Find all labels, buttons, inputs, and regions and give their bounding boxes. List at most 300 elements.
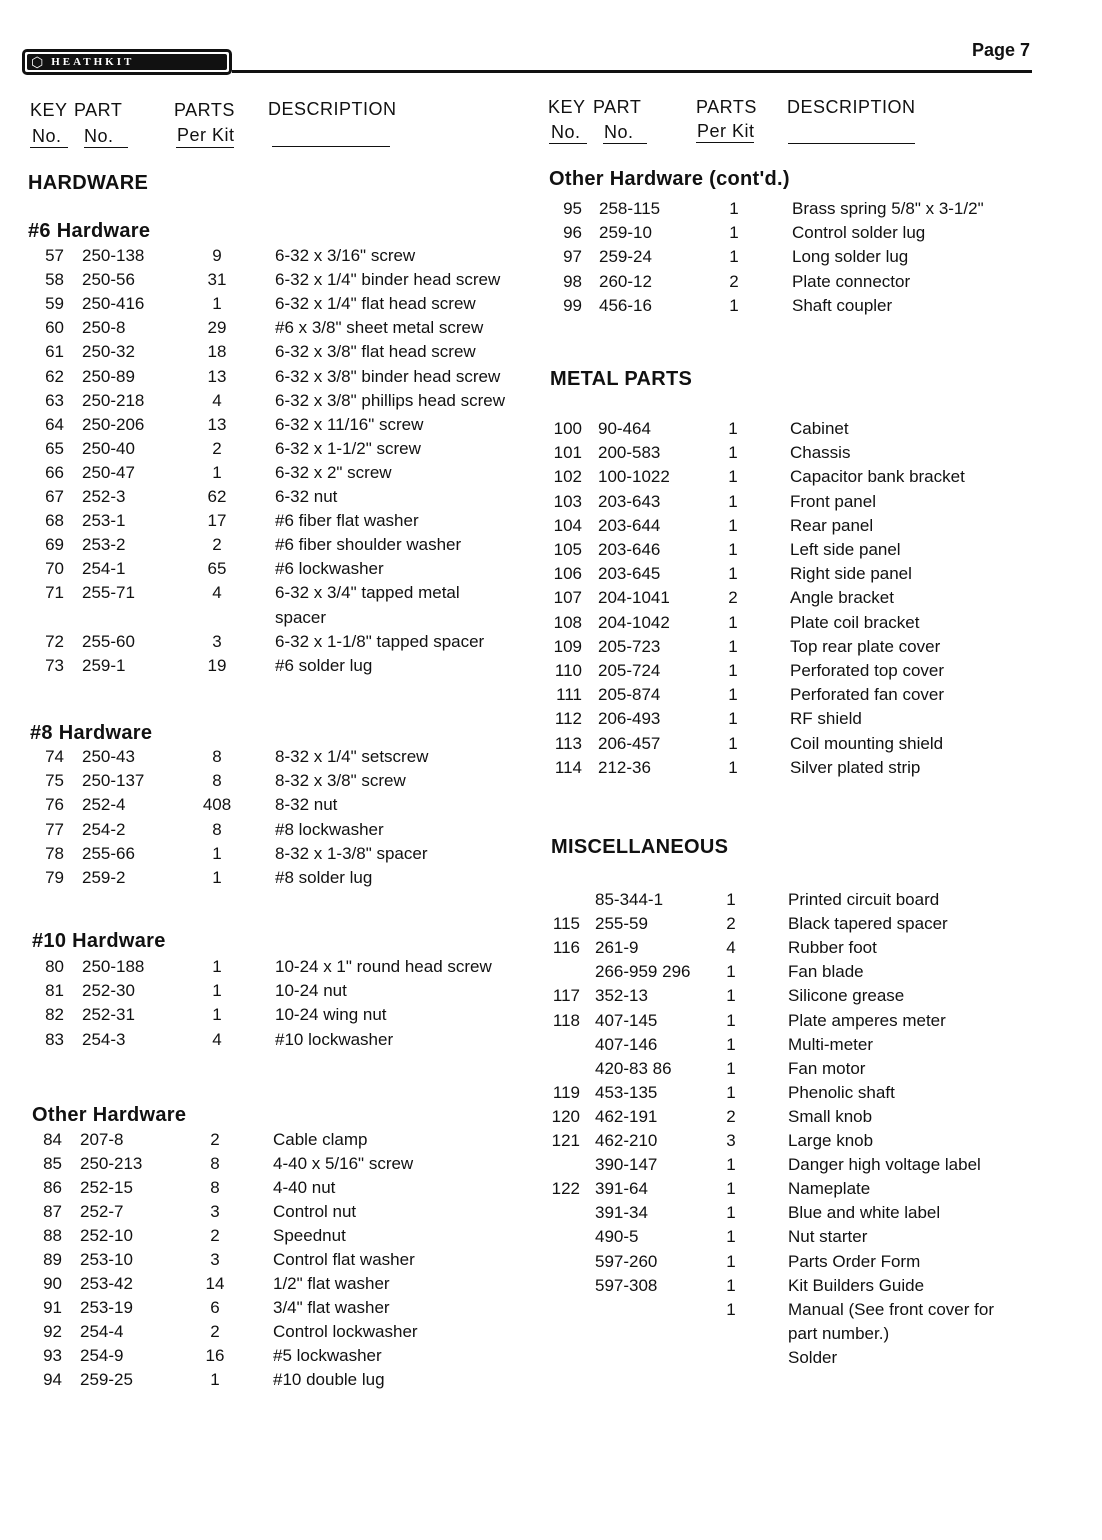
quantity-cell: 18: [207, 342, 227, 362]
key-cell: 107: [553, 588, 582, 608]
key-cell: 98: [563, 271, 582, 291]
key-cell: 105: [553, 540, 582, 559]
description-cell: Small knob: [788, 1106, 873, 1126]
description-cell: Perforated fan cover: [790, 685, 945, 705]
quantity-cell: 2: [212, 535, 222, 555]
section-8-hardware: #8 Hardware: [30, 722, 153, 744]
description-cell: 1/2" flat washer: [273, 1274, 390, 1293]
key-cell: 92: [43, 1322, 62, 1341]
part-number-cell: 462-191: [595, 1106, 658, 1126]
table-row: [0, 562, 1102, 586]
part-number-cell: 203-643: [598, 491, 661, 511]
quantity-cell: 1: [729, 223, 739, 243]
header-part-no: No.: [604, 122, 634, 142]
header-underline: [549, 143, 587, 144]
key-cell: 73: [45, 655, 64, 675]
table-row: [0, 1033, 1102, 1057]
description-cell: Perforated top cover: [790, 661, 945, 680]
part-number-cell: 254-2: [82, 819, 126, 839]
part-number-cell: 352-13: [595, 986, 648, 1006]
quantity-cell: 1: [729, 295, 739, 315]
quantity-cell: 8: [210, 1154, 220, 1173]
table-row: [0, 1129, 1102, 1153]
key-cell: 84: [43, 1130, 62, 1149]
table-row: [0, 732, 1102, 756]
header-underline: [30, 147, 68, 148]
table-row: [0, 340, 1102, 364]
quantity-cell: 1: [728, 661, 738, 680]
part-number-cell: 205-724: [598, 661, 661, 680]
description-cell: Manual (See front cover for: [788, 1299, 994, 1319]
part-number-cell: 391-64: [595, 1179, 648, 1199]
quantity-cell: 1: [728, 757, 738, 777]
quantity-cell: 1: [212, 1005, 222, 1025]
quantity-cell: 1: [726, 1203, 736, 1223]
table-row: [0, 294, 1102, 318]
key-cell: 87: [43, 1202, 62, 1221]
section-other-hardware: Other Hardware: [32, 1104, 187, 1126]
header-part: PART: [593, 97, 642, 117]
part-number-cell: 407-146: [595, 1034, 658, 1054]
table-row: [0, 1177, 1102, 1201]
part-number-cell: 253-19: [80, 1298, 133, 1317]
quantity-cell: 62: [207, 487, 227, 506]
quantity-cell: 4: [212, 390, 222, 410]
quantity-cell: 1: [212, 981, 222, 1001]
part-number-cell: 100-1022: [598, 467, 670, 487]
part-number-cell: 206-457: [598, 733, 661, 753]
quantity-cell: 8: [210, 1178, 220, 1197]
description-cell: spacer: [275, 607, 327, 627]
header-per-kit: Per Kit: [697, 121, 755, 141]
key-cell: 103: [553, 491, 582, 511]
key-cell: 59: [45, 294, 64, 314]
part-number-cell: 260-12: [599, 271, 652, 291]
part-number-cell: 250-32: [82, 342, 135, 362]
header-part-no: No.: [84, 126, 114, 146]
table-row: [0, 538, 1102, 562]
key-cell: 67: [45, 487, 64, 506]
key-cell: 106: [553, 564, 582, 584]
key-cell: 97: [563, 247, 582, 267]
description-cell: Brass spring 5/8" x 3-1/2": [792, 199, 984, 218]
quantity-cell: 13: [207, 414, 227, 434]
part-number-cell: 250-40: [82, 438, 135, 458]
table-row: [0, 441, 1102, 465]
part-number-cell: 85-344-1: [595, 890, 664, 909]
part-number-cell: 250-188: [82, 957, 145, 976]
part-number-cell: 254-4: [80, 1322, 124, 1341]
part-number-cell: 250-218: [82, 390, 145, 410]
table-row: [0, 245, 1102, 269]
description-cell: #6 fiber shoulder washer: [275, 535, 462, 555]
description-cell: #8 lockwasher: [275, 819, 384, 839]
quantity-cell: 13: [207, 366, 227, 386]
part-number-cell: 259-1: [82, 655, 126, 675]
description-cell: 6-32 x 1-1/2" screw: [275, 438, 421, 458]
part-number-cell: 250-138: [82, 246, 145, 265]
part-number-cell: 250-8: [82, 318, 126, 338]
key-cell: 116: [552, 938, 580, 958]
table-row: [0, 389, 1102, 413]
table-row: [0, 1225, 1102, 1249]
key-cell: 100: [553, 419, 582, 438]
section-6-hardware: #6 Hardware: [28, 220, 151, 242]
part-number-cell: 205-723: [598, 636, 661, 656]
description-cell: 6-32 x 3/16" screw: [275, 246, 416, 265]
part-number-cell: 597-260: [595, 1251, 658, 1271]
description-cell: Nut starter: [788, 1227, 868, 1247]
key-cell: 65: [45, 438, 64, 458]
part-number-cell: 453-135: [595, 1082, 658, 1102]
description-cell: Blue and white label: [788, 1203, 941, 1223]
table-row: [0, 1298, 1102, 1322]
part-number-cell: 258-115: [599, 199, 661, 218]
description-cell: Angle bracket: [790, 588, 894, 608]
header-underline: [84, 147, 128, 148]
part-number-cell: 252-31: [82, 1005, 135, 1025]
key-cell: 78: [45, 843, 64, 863]
description-cell: Printed circuit board: [788, 890, 940, 909]
quantity-cell: 1: [728, 443, 738, 463]
table-row: [0, 1153, 1102, 1177]
key-cell: 93: [43, 1346, 62, 1365]
key-cell: 113: [554, 733, 582, 753]
table-row: [0, 1057, 1102, 1081]
quantity-cell: 1: [726, 1251, 736, 1271]
description-cell: Plate coil bracket: [790, 612, 920, 632]
header-key-no: No.: [551, 122, 581, 142]
part-number-cell: 204-1041: [598, 588, 670, 608]
header-description: DESCRIPTION: [787, 97, 916, 117]
part-number-cell: 391-34: [595, 1203, 648, 1223]
quantity-cell: 1: [726, 1082, 736, 1102]
quantity-cell: 4: [212, 1029, 222, 1049]
description-cell: 6-32 x 11/16" screw: [275, 414, 424, 434]
key-cell: 86: [43, 1178, 62, 1197]
quantity-cell: 1: [728, 564, 738, 584]
description-cell: Plate amperes meter: [788, 1010, 946, 1030]
table-row: [0, 490, 1102, 514]
description-cell: Control nut: [273, 1202, 357, 1221]
table-row: [0, 1250, 1102, 1274]
key-cell: 70: [45, 559, 64, 579]
quantity-cell: 8: [212, 771, 222, 791]
table-row: [0, 1368, 1102, 1392]
description-cell: 6-32 nut: [275, 487, 338, 506]
key-cell: 109: [553, 636, 582, 656]
quantity-cell: 1: [212, 843, 222, 863]
description-cell: #6 fiber flat washer: [275, 511, 419, 531]
key-cell: 101: [553, 443, 582, 463]
quantity-cell: 1: [728, 419, 738, 438]
description-cell: Multi-meter: [788, 1034, 874, 1054]
key-cell: 117: [552, 986, 580, 1006]
description-cell: 6-32 x 3/4" tapped metal: [275, 583, 460, 603]
description-cell: Control lockwasher: [273, 1322, 418, 1341]
description-cell: Coil mounting shield: [790, 733, 944, 753]
key-cell: 115: [552, 914, 580, 934]
quantity-cell: 1: [212, 868, 222, 887]
description-cell: 6-32 x 1-1/8" tapped spacer: [275, 631, 485, 651]
part-number-cell: 490-5: [595, 1227, 639, 1247]
description-cell: Rubber foot: [788, 938, 877, 958]
table-row: [0, 635, 1102, 659]
header-key-no: No.: [32, 126, 62, 146]
description-cell: Fan blade: [788, 962, 864, 982]
key-cell: 68: [45, 511, 64, 531]
key-cell: 62: [45, 366, 64, 386]
description-cell: Phenolic shaft: [788, 1082, 895, 1102]
description-cell: 6-32 x 3/8" flat head screw: [275, 342, 476, 362]
part-number-cell: 90-464: [598, 419, 651, 438]
description-cell: Left side panel: [790, 540, 901, 559]
key-cell: 112: [554, 709, 582, 729]
description-cell: #6 solder lug: [275, 655, 373, 675]
part-number-cell: 252-4: [82, 795, 126, 815]
description-cell: #5 lockwasher: [273, 1346, 382, 1365]
quantity-cell: 1: [726, 1010, 736, 1030]
table-row: [0, 960, 1102, 984]
quantity-cell: 1: [726, 1299, 736, 1319]
quantity-cell: 8: [212, 819, 222, 839]
key-cell: 108: [553, 612, 582, 632]
description-cell: Cabinet: [790, 419, 849, 438]
table-row: [0, 365, 1102, 389]
brand-name: HEATHKIT: [51, 56, 135, 68]
part-number-cell: 259-24: [599, 247, 652, 267]
key-cell: 110: [554, 661, 582, 680]
key-cell: 89: [43, 1250, 62, 1269]
quantity-cell: 1: [729, 247, 739, 267]
part-number-cell: 390-147: [595, 1155, 658, 1175]
quantity-cell: 4: [726, 938, 736, 958]
description-cell: Black tapered spacer: [788, 914, 948, 934]
description-cell: Control flat washer: [273, 1250, 415, 1269]
key-cell: 74: [45, 747, 64, 766]
quantity-cell: 3: [210, 1202, 220, 1221]
header-underline: [176, 147, 234, 148]
part-number-cell: 254-9: [80, 1346, 124, 1365]
quantity-cell: 1: [728, 515, 738, 535]
quantity-cell: 1: [728, 540, 738, 559]
table-row: [0, 912, 1102, 936]
description-cell: 6-32 x 3/8" phillips head screw: [275, 390, 505, 410]
header-underline: [272, 146, 390, 147]
part-number-cell: 250-56: [82, 270, 135, 290]
quantity-cell: 1: [728, 685, 738, 705]
part-number-cell: 203-644: [598, 515, 661, 535]
header-underline: [603, 143, 647, 144]
description-cell: 8-32 x 1-3/8" spacer: [275, 843, 428, 863]
part-number-cell: 200-583: [598, 443, 661, 463]
table-row: [0, 221, 1102, 245]
quantity-cell: 1: [726, 1155, 736, 1175]
quantity-cell: 14: [205, 1274, 225, 1293]
part-number-cell: 253-2: [82, 535, 126, 555]
part-number-cell: 205-874: [598, 685, 661, 705]
description-cell: Chassis: [790, 443, 851, 463]
part-number-cell: 207-8: [80, 1130, 124, 1149]
key-cell: 66: [45, 462, 64, 482]
key-cell: 118: [552, 1010, 580, 1030]
part-number-cell: 250-213: [80, 1154, 143, 1173]
table-row: [0, 1105, 1102, 1129]
description-cell: Large knob: [788, 1131, 874, 1150]
part-number-cell: 252-3: [82, 487, 126, 506]
quantity-cell: 1: [726, 890, 736, 909]
key-cell: 95: [563, 199, 582, 218]
key-cell: 63: [45, 390, 64, 410]
description-cell: Cable clamp: [273, 1130, 368, 1149]
description-cell: Shaft coupler: [792, 295, 893, 315]
description-cell: Danger high voltage label: [788, 1155, 981, 1175]
table-row: [0, 1009, 1102, 1033]
key-cell: 90: [43, 1274, 62, 1293]
table-row: [0, 842, 1102, 866]
part-number-cell: 204-1042: [598, 612, 670, 632]
quantity-cell: 4: [212, 583, 222, 603]
header-part: PART: [74, 100, 123, 120]
page-number: Page 7: [972, 40, 1031, 60]
key-cell: 76: [45, 795, 64, 815]
quantity-cell: 1: [726, 1227, 736, 1247]
header-key: KEY: [548, 97, 586, 117]
key-cell: 121: [551, 1131, 580, 1150]
key-cell: 75: [45, 771, 64, 791]
part-number-cell: 254-3: [82, 1029, 126, 1049]
key-cell: 79: [45, 868, 64, 887]
table-row: [0, 1322, 1102, 1346]
header-parts: PARTS: [696, 97, 757, 117]
section-other-hardware-contd: Other Hardware (cont'd.): [549, 168, 790, 190]
part-number-cell: 252-10: [80, 1226, 133, 1245]
table-row: [0, 197, 1102, 221]
key-cell: 119: [552, 1082, 580, 1102]
description-cell: 3/4" flat washer: [273, 1298, 390, 1317]
quantity-cell: 2: [726, 914, 736, 934]
key-cell: 88: [43, 1226, 62, 1245]
table-row: [0, 1346, 1102, 1370]
header-rule: [232, 70, 1032, 73]
description-cell: Nameplate: [788, 1179, 871, 1199]
part-number-cell: 259-25: [80, 1370, 133, 1389]
key-cell: 82: [45, 1005, 64, 1025]
part-number-cell: 259-10: [599, 223, 652, 243]
key-cell: 111: [556, 685, 582, 705]
header-key: KEY: [30, 100, 68, 120]
part-number-cell: 456-16: [599, 295, 652, 315]
header-underline: [696, 142, 754, 143]
description-cell: Right side panel: [790, 564, 912, 584]
quantity-cell: 1: [729, 199, 739, 218]
quantity-cell: 3: [212, 631, 222, 651]
key-cell: 104: [553, 515, 582, 535]
section-hardware: HARDWARE: [28, 172, 149, 194]
quantity-cell: 16: [205, 1346, 225, 1365]
key-cell: 85: [43, 1154, 62, 1173]
table-row: [0, 756, 1102, 780]
key-cell: 61: [45, 342, 64, 362]
description-cell: 10-24 wing nut: [275, 1005, 387, 1025]
description-cell: RF shield: [790, 709, 862, 729]
quantity-cell: 1: [728, 733, 738, 753]
quantity-cell: 1: [726, 1034, 736, 1054]
key-cell: 71: [45, 583, 64, 603]
header-parts: PARTS: [174, 100, 235, 120]
part-number-cell: 203-645: [598, 564, 661, 584]
key-cell: 81: [45, 981, 64, 1001]
quantity-cell: 1: [212, 294, 222, 314]
table-row: [0, 707, 1102, 731]
header-per-kit: Per Kit: [177, 125, 235, 145]
key-cell: 60: [45, 318, 64, 338]
key-cell: 69: [45, 535, 64, 555]
description-cell: Long solder lug: [792, 247, 909, 267]
table-row: [0, 316, 1102, 340]
description-cell: #6 x 3/8" sheet metal screw: [275, 318, 484, 338]
description-cell: 10-24 x 1" round head screw: [275, 957, 492, 976]
quantity-cell: 1: [728, 636, 738, 656]
description-cell: #10 lockwasher: [275, 1029, 394, 1049]
description-cell: Speednut: [273, 1226, 346, 1245]
heathkit-logo: [22, 49, 232, 75]
description-cell: 6-32 x 1/4" binder head screw: [275, 270, 501, 290]
key-cell: 77: [45, 819, 64, 839]
quantity-cell: 1: [728, 491, 738, 511]
key-cell: 96: [563, 223, 582, 243]
key-cell: 102: [553, 467, 582, 487]
part-number-cell: 261-9: [595, 938, 639, 958]
table-row: [0, 866, 1102, 890]
table-row: [0, 936, 1102, 960]
quantity-cell: 2: [210, 1322, 220, 1341]
quantity-cell: 1: [726, 986, 736, 1006]
part-number-cell: 250-416: [82, 294, 145, 314]
quantity-cell: 3: [726, 1131, 736, 1150]
quantity-cell: 1: [212, 957, 222, 976]
table-row: [0, 818, 1102, 842]
quantity-cell: 1: [726, 1275, 736, 1295]
description-cell: Top rear plate cover: [790, 636, 941, 656]
part-number-cell: 212-36: [598, 757, 651, 777]
header-underline: [788, 143, 915, 144]
table-row: [0, 888, 1102, 912]
part-number-cell: 259-2: [82, 868, 126, 887]
quantity-cell: 19: [207, 655, 227, 675]
description-cell: Fan motor: [788, 1058, 866, 1078]
description-cell: Capacitor bank bracket: [790, 467, 965, 487]
section-miscellaneous: MISCELLANEOUS: [551, 836, 729, 858]
part-number-cell: 462-210: [595, 1131, 658, 1150]
quantity-cell: 29: [207, 318, 227, 338]
key-cell: 72: [45, 631, 64, 651]
table-row: [0, 1201, 1102, 1225]
table-row: [0, 514, 1102, 538]
table-row: [0, 1274, 1102, 1298]
description-cell: 6-32 x 3/8" binder head screw: [275, 366, 501, 386]
description-cell: Rear panel: [790, 515, 874, 535]
part-number-cell: 253-42: [80, 1274, 133, 1293]
part-number-cell: 253-10: [80, 1250, 133, 1269]
part-number-cell: 255-71: [82, 583, 135, 603]
part-number-cell: 250-47: [82, 462, 135, 482]
quantity-cell: 31: [207, 270, 227, 290]
quantity-cell: 9: [212, 246, 222, 265]
quantity-cell: 1: [728, 709, 738, 729]
section-metal-parts: METAL PARTS: [550, 368, 693, 390]
part-number-cell: 252-15: [80, 1178, 133, 1197]
